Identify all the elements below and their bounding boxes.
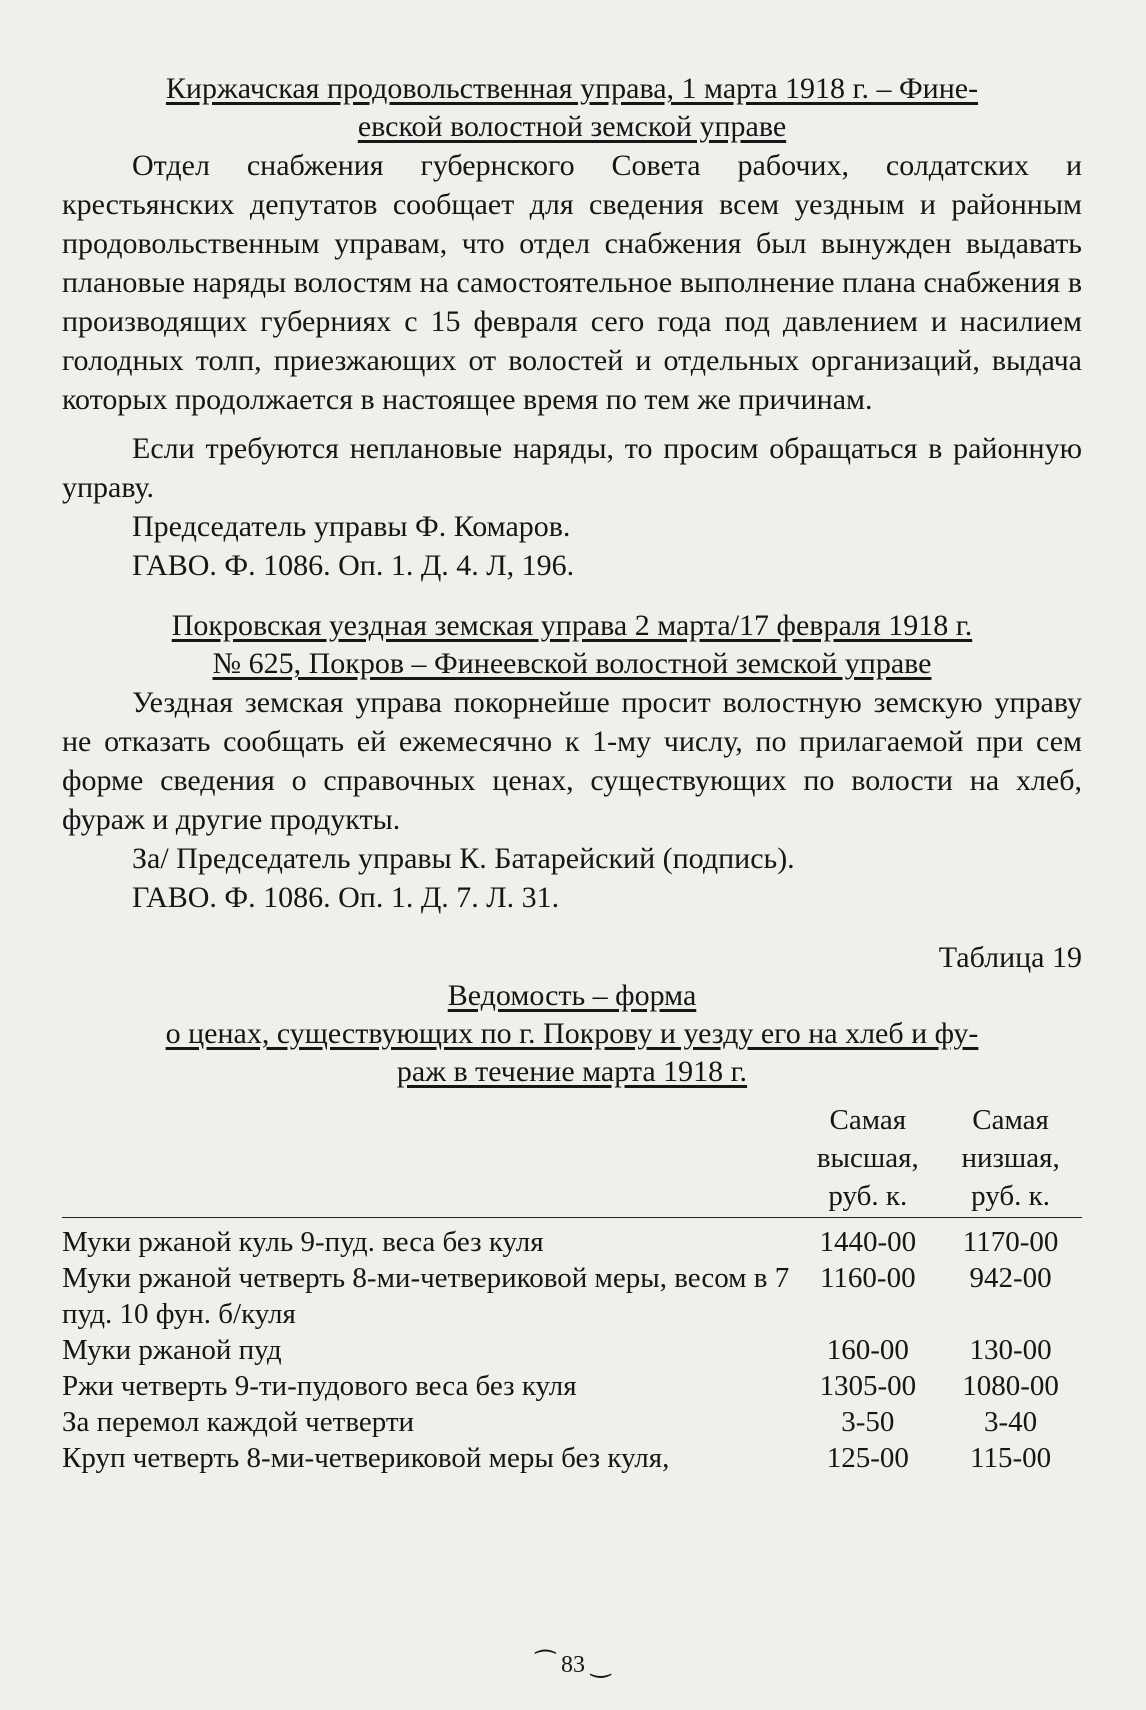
row-name: Муки ржаной куль 9-пуд. веса без куля [62,1226,544,1258]
row-high-price: 125-00 [826,1442,909,1474]
doc2-archive-reference: ГАВО. Ф. 1086. Оп. 1. Д. 7. Л. 31. [132,881,560,914]
doc1-paragraph-1: Отдел снабжения губернского Совета рабочих, солдатских и крестьянских депутатов сообщает для сведения всем уездным и районным продовольственным управам, что отдел снабжения был вынужден выдавать плановые наряды волостям на самостоятельное выполнение плана снабжения в производящих губерниях с 15 февраля сего года под давлением и насилием голодных толп, приезжающих от волостей и отдельных организаций, выдача которых продолжается в настоящее время по тем же причинам. [62,149,1082,416]
row-low-price: 1080-00 [962,1370,1059,1402]
doc1-heading-line2: евской волостной земской управе [357,110,787,143]
row-low-price: 130-00 [969,1334,1052,1366]
doc2-signature: За/ Председатель управы К. Батарейский (подпись). [132,842,795,875]
page-number-ornament-right: ‿ [585,1652,611,1678]
table-title-line2: о ценах, существующих по г. Покрову и уезду его на хлеб и фу- [165,1017,979,1050]
row-low-price: 3-40 [984,1406,1038,1438]
table-row [62,1218,1082,1261]
table-row [62,1404,1082,1440]
doc1-paragraph-2: Если требуются неплановые наряды, то просим обращаться в районную управу. [62,432,1082,504]
table-title-line1: Ведомость – форма [447,979,697,1012]
row-high-price: 160-00 [826,1334,909,1366]
row-name: За перемол каждой четверти [62,1406,415,1438]
table-row [62,1368,1082,1404]
row-high-price: 3-50 [841,1406,895,1438]
table-row [62,1260,1082,1332]
page-number-value: 83 [561,1652,585,1678]
row-low-price: 1170-00 [962,1226,1059,1258]
page-number-ornament-left: ⁀ [535,1652,561,1678]
row-high-price: 1160-00 [819,1262,916,1294]
doc1-signature: Председатель управы Ф. Комаров. [132,510,571,543]
table-row [62,1440,1082,1476]
row-name: Круп четверть 8-ми-четвериковой меры без куля, [62,1442,670,1474]
doc2-heading-line1: Покровская уездная земская управа 2 марта/17 февраля 1918 г. [171,609,973,642]
doc1-heading [62,70,1082,146]
header-high-line1: Самая [829,1104,907,1136]
header-high-line3: руб. к. [796,1177,939,1218]
table-label: Таблица 19 [938,941,1082,974]
row-name: Муки ржаной пуд [62,1334,282,1366]
doc2-paragraph-1: Уездная земская управа покорнейше просит волостную земскую управу не отказать сообщать ей ежемесячно к 1-му числу, по прилагаемой при сем форме сведения о справочных ценах, существующих по волости на хлеб, фураж и другие продукты. [62,686,1082,836]
doc2-heading-line2: № 625, Покров – Финеевской волостной земской управе [212,647,932,680]
price-table [62,1101,1082,1476]
header-low-line3: руб. к. [939,1177,1082,1218]
header-low-line1: Самая [972,1104,1049,1136]
row-high-price: 1440-00 [819,1226,917,1258]
page-number [0,1650,1146,1679]
header-high-line2: высшая, [816,1142,919,1174]
row-high-price: 1305-00 [819,1370,917,1402]
doc1-heading-line1: Киржачская продовольственная управа, 1 марта 1918 г. – Фине- [165,72,979,105]
document-page [62,70,1082,1476]
header-low-line2: низшая, [961,1142,1060,1174]
row-low-price: 942-00 [969,1262,1052,1294]
row-name: Ржи четверть 9-ти-пудового веса без куля [62,1370,577,1402]
row-name: Муки ржаной четверть 8-ми-четвериковой меры, весом в 7 пуд. 10 фун. б/куля [62,1262,790,1330]
doc1-archive-reference: ГАВО. Ф. 1086. Оп. 1. Д. 4. Л, 196. [132,549,575,582]
doc2-heading [62,607,1082,683]
table-row [62,1332,1082,1368]
table-title [62,977,1082,1091]
table-title-line3: раж в течение марта 1918 г. [396,1055,748,1088]
row-low-price: 115-00 [970,1442,1052,1474]
